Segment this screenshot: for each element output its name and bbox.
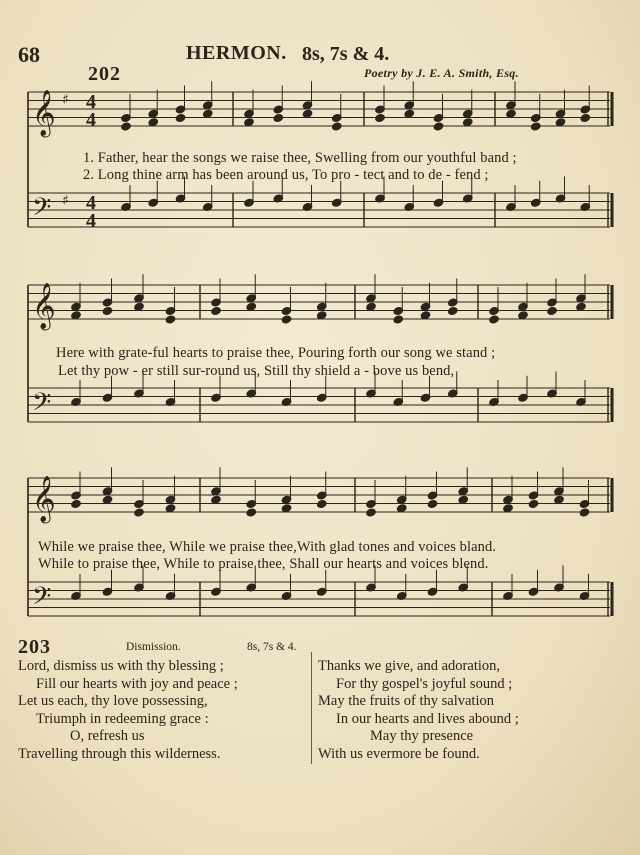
time-signature-bottom: 4 — [86, 109, 96, 131]
key-signature-sharp: ♯ — [62, 193, 69, 209]
tune-meter: 8s, 7s & 4. — [302, 43, 390, 65]
stanza-line: In our hearts and lives abound ; — [336, 710, 519, 727]
note-head — [420, 311, 430, 320]
lyric-system3-verse2: While to praise thee, While to praise thee, Shall our hearts and voices blend. — [38, 556, 489, 572]
note-head — [246, 302, 256, 311]
note-head — [433, 122, 443, 131]
note-head — [554, 495, 564, 504]
page-number: 68 — [18, 42, 40, 67]
note-head — [134, 508, 144, 517]
time-signature-top: 4 — [86, 192, 96, 214]
note-head — [165, 315, 175, 324]
treble-clef: 𝄞 — [32, 90, 56, 136]
note-head — [165, 504, 175, 513]
stanza-line: May thy presence — [370, 728, 474, 744]
note-head — [463, 118, 473, 127]
lyric-system1-verse2: 2. Long thine arm has been around us, To pro - tect and to de - fend ; — [83, 167, 489, 183]
time-signature-top: 4 — [86, 91, 96, 113]
note-head — [555, 118, 565, 127]
treble-clef: 𝄞 — [32, 283, 56, 329]
hymn-number-202: 202 — [88, 63, 121, 85]
stanza-line: Triumph in redeeming grace : — [36, 710, 209, 727]
note-head — [71, 311, 81, 320]
note-head — [121, 122, 131, 131]
bass-clef: 𝄢 — [32, 193, 52, 228]
note-head — [528, 499, 538, 508]
note-head — [518, 311, 528, 320]
note-head — [506, 109, 516, 118]
stanza-line: For thy gospel's joyful sound ; — [336, 675, 513, 692]
note-head — [393, 315, 403, 324]
hymn-number-203: 203 — [18, 636, 51, 658]
note-head — [148, 118, 158, 127]
note-head — [332, 122, 342, 131]
note-head — [489, 315, 499, 324]
note-head — [273, 113, 283, 122]
hymn-203-left-stanza — [18, 658, 238, 763]
note-head — [281, 504, 291, 513]
note-head — [102, 306, 112, 315]
hymn-203-title: Dismission. — [126, 641, 181, 653]
note-head — [547, 306, 557, 315]
lyric-system2-verse2: Let thy pow - er still sur-round us, Still thy shield a - bove us bend, — [58, 363, 455, 379]
note-head — [102, 495, 112, 504]
note-head — [576, 302, 586, 311]
note-head — [448, 306, 458, 315]
time-signature-bottom: 4 — [86, 210, 96, 232]
stanza-line: Travelling through this wilderness. — [18, 745, 221, 762]
treble-clef: 𝄞 — [32, 476, 56, 522]
note-head — [246, 508, 256, 517]
stanza-line: O, refresh us — [70, 728, 145, 744]
column-divider — [311, 652, 312, 764]
note-head — [427, 499, 437, 508]
note-head — [203, 109, 213, 118]
tune-title: HERMON. — [186, 42, 287, 64]
note-head — [397, 504, 407, 513]
lyric-system3-verse1: While we praise thee, While we praise thee,With glad tones and voices bland. — [38, 539, 497, 555]
note-head — [503, 504, 513, 513]
stanza-line: Let us each, thy love possessing, — [18, 693, 208, 709]
hymn-203-meter: 8s, 7s & 4. — [247, 641, 297, 653]
key-signature-sharp: ♯ — [62, 92, 69, 108]
note-head — [244, 118, 254, 127]
lyric-system2-verse1: Here with grate-ful hearts to praise thee, Pouring forth our song we stand ; — [56, 345, 496, 361]
note-head — [211, 495, 221, 504]
hymn-203-right-stanza — [318, 658, 519, 763]
note-head — [134, 302, 144, 311]
poetry-credit: Poetry by J. E. A. Smith, Esq. — [364, 66, 519, 80]
note-head — [317, 499, 327, 508]
note-head — [317, 311, 327, 320]
note-head — [375, 113, 385, 122]
note-head — [458, 495, 468, 504]
note-head — [302, 109, 312, 118]
note-head — [366, 508, 376, 517]
stanza-line: Thanks we give, and adoration, — [318, 658, 501, 674]
bass-clef: 𝄢 — [32, 582, 52, 617]
stanza-line: With us evermore be found. — [318, 745, 480, 762]
stanza-line: Lord, dismiss us with thy blessing ; — [18, 658, 224, 674]
note-head — [281, 315, 291, 324]
note-head — [175, 113, 185, 122]
lyric-system1-verse1: 1. Father, hear the songs we raise thee, Swelling from our youthful band ; — [83, 150, 517, 166]
bass-clef: 𝄢 — [32, 388, 52, 423]
stanza-line: May the fruits of thy salvation — [318, 693, 494, 709]
note-head — [579, 508, 589, 517]
note-head — [404, 109, 414, 118]
note-head — [580, 113, 590, 122]
note-head — [366, 302, 376, 311]
note-head — [531, 122, 541, 131]
stanza-line: Fill our hearts with joy and peace ; — [36, 675, 238, 692]
note-head — [71, 499, 81, 508]
note-head — [211, 306, 221, 315]
